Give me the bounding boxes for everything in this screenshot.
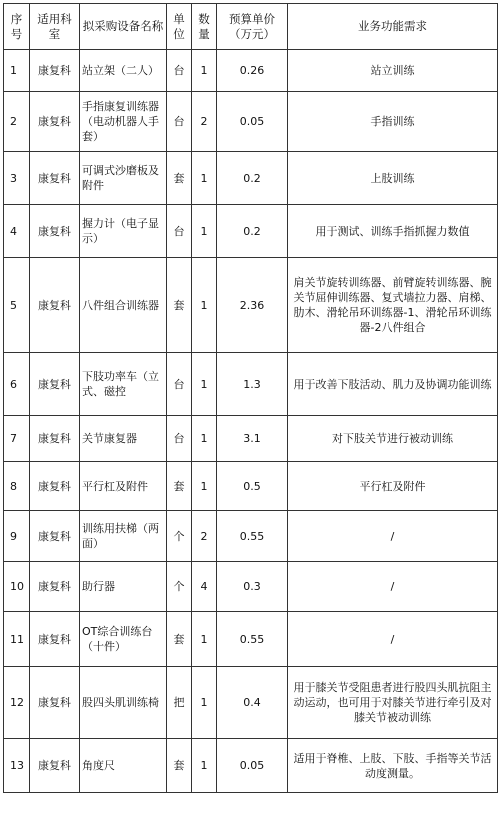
cell-device-name: 角度尺 <box>80 739 167 793</box>
table-row <box>4 353 498 416</box>
cell-requirement: 手指训练 <box>288 92 498 152</box>
procurement-table <box>3 3 498 793</box>
cell-dept: 康复科 <box>30 612 80 667</box>
table-row <box>4 739 498 793</box>
cell-unit: 个 <box>167 511 192 562</box>
cell-qty: 1 <box>192 258 217 353</box>
cell-device-name: 可调式沙磨板及附件 <box>80 152 167 205</box>
cell-seq: 8 <box>4 462 30 511</box>
cell-requirement: 站立训练 <box>288 50 498 92</box>
table-row <box>4 92 498 152</box>
cell-unit: 把 <box>167 667 192 739</box>
cell-qty: 1 <box>192 462 217 511</box>
cell-dept: 康复科 <box>30 353 80 416</box>
cell-dept: 康复科 <box>30 511 80 562</box>
cell-unit: 台 <box>167 92 192 152</box>
cell-seq: 1 <box>4 50 30 92</box>
cell-qty: 1 <box>192 416 217 462</box>
cell-budget: 0.05 <box>217 739 288 793</box>
table-row <box>4 667 498 739</box>
cell-unit: 台 <box>167 416 192 462</box>
cell-budget: 0.2 <box>217 205 288 258</box>
header-dept: 适用科室 <box>30 4 80 50</box>
cell-seq: 12 <box>4 667 30 739</box>
cell-requirement: 用于膝关节受阻患者进行股四头肌抗阻主动运动，也可用于对膝关节进行牵引及对膝关节被动训练 <box>288 667 498 739</box>
cell-unit: 台 <box>167 353 192 416</box>
cell-seq: 11 <box>4 612 30 667</box>
cell-dept: 康复科 <box>30 667 80 739</box>
table-row <box>4 511 498 562</box>
cell-requirement: / <box>288 511 498 562</box>
cell-qty: 2 <box>192 92 217 152</box>
cell-requirement: 平行杠及附件 <box>288 462 498 511</box>
cell-requirement: / <box>288 612 498 667</box>
cell-unit: 套 <box>167 462 192 511</box>
cell-seq: 5 <box>4 258 30 353</box>
cell-dept: 康复科 <box>30 92 80 152</box>
cell-unit: 套 <box>167 739 192 793</box>
cell-budget: 0.5 <box>217 462 288 511</box>
table-row <box>4 205 498 258</box>
cell-device-name: 握力计（电子显示） <box>80 205 167 258</box>
cell-budget: 0.55 <box>217 511 288 562</box>
cell-seq: 4 <box>4 205 30 258</box>
cell-dept: 康复科 <box>30 205 80 258</box>
cell-requirement: 用于改善下肢活动、肌力及协调功能训练 <box>288 353 498 416</box>
cell-device-name: 关节康复器 <box>80 416 167 462</box>
cell-dept: 康复科 <box>30 462 80 511</box>
cell-dept: 康复科 <box>30 50 80 92</box>
cell-qty: 4 <box>192 562 217 612</box>
cell-device-name: OT综合训练台（十件） <box>80 612 167 667</box>
cell-qty: 1 <box>192 152 217 205</box>
cell-device-name: 站立架（二人） <box>80 50 167 92</box>
cell-unit: 台 <box>167 205 192 258</box>
cell-budget: 0.2 <box>217 152 288 205</box>
cell-device-name: 助行器 <box>80 562 167 612</box>
cell-requirement: 适用于脊椎、上肢、下肢、手指等关节活动度测量。 <box>288 739 498 793</box>
table-row <box>4 258 498 353</box>
cell-qty: 1 <box>192 667 217 739</box>
table-row <box>4 50 498 92</box>
cell-seq: 3 <box>4 152 30 205</box>
cell-budget: 0.4 <box>217 667 288 739</box>
cell-device-name: 平行杠及附件 <box>80 462 167 511</box>
cell-requirement: / <box>288 562 498 612</box>
cell-unit: 套 <box>167 612 192 667</box>
table-row <box>4 612 498 667</box>
cell-requirement: 肩关节旋转训练器、前臂旋转训练器、腕关节屈伸训练器、复式墙拉力器、肩梯、肋木、滑轮吊环训练器-1、滑轮吊环训练器-2八件组合 <box>288 258 498 353</box>
cell-seq: 2 <box>4 92 30 152</box>
cell-device-name: 训练用扶梯（两面） <box>80 511 167 562</box>
cell-unit: 套 <box>167 258 192 353</box>
cell-qty: 1 <box>192 353 217 416</box>
header-budget: 预算单价（万元） <box>217 4 288 50</box>
cell-budget: 0.26 <box>217 50 288 92</box>
cell-dept: 康复科 <box>30 739 80 793</box>
table-row <box>4 562 498 612</box>
cell-budget: 2.36 <box>217 258 288 353</box>
cell-budget: 1.3 <box>217 353 288 416</box>
cell-dept: 康复科 <box>30 416 80 462</box>
cell-qty: 1 <box>192 739 217 793</box>
header-requirement: 业务功能需求 <box>288 4 498 50</box>
cell-device-name: 八件组合训练器 <box>80 258 167 353</box>
table-row <box>4 462 498 511</box>
table-body <box>4 50 498 793</box>
procurement-table-container <box>3 3 498 793</box>
cell-unit: 套 <box>167 152 192 205</box>
cell-dept: 康复科 <box>30 258 80 353</box>
cell-unit: 台 <box>167 50 192 92</box>
table-row <box>4 416 498 462</box>
header-qty: 数量 <box>192 4 217 50</box>
cell-device-name: 手指康复训练器（电动机器人手套） <box>80 92 167 152</box>
cell-dept: 康复科 <box>30 562 80 612</box>
cell-device-name: 下肢功率车（立式、磁控 <box>80 353 167 416</box>
cell-seq: 10 <box>4 562 30 612</box>
cell-seq: 6 <box>4 353 30 416</box>
header-seq: 序号 <box>4 4 30 50</box>
cell-requirement: 上肢训练 <box>288 152 498 205</box>
cell-budget: 0.3 <box>217 562 288 612</box>
cell-qty: 1 <box>192 612 217 667</box>
cell-qty: 2 <box>192 511 217 562</box>
cell-unit: 个 <box>167 562 192 612</box>
cell-seq: 9 <box>4 511 30 562</box>
cell-dept: 康复科 <box>30 152 80 205</box>
cell-seq: 13 <box>4 739 30 793</box>
cell-requirement: 用于测试、训练手指抓握力数值 <box>288 205 498 258</box>
cell-budget: 0.05 <box>217 92 288 152</box>
header-name: 拟采购设备名称 <box>80 4 167 50</box>
cell-qty: 1 <box>192 50 217 92</box>
header-row <box>4 4 498 50</box>
cell-requirement: 对下肢关节进行被动训练 <box>288 416 498 462</box>
cell-seq: 7 <box>4 416 30 462</box>
header-unit: 单位 <box>167 4 192 50</box>
cell-budget: 3.1 <box>217 416 288 462</box>
cell-budget: 0.55 <box>217 612 288 667</box>
cell-qty: 1 <box>192 205 217 258</box>
cell-device-name: 股四头肌训练椅 <box>80 667 167 739</box>
table-row <box>4 152 498 205</box>
